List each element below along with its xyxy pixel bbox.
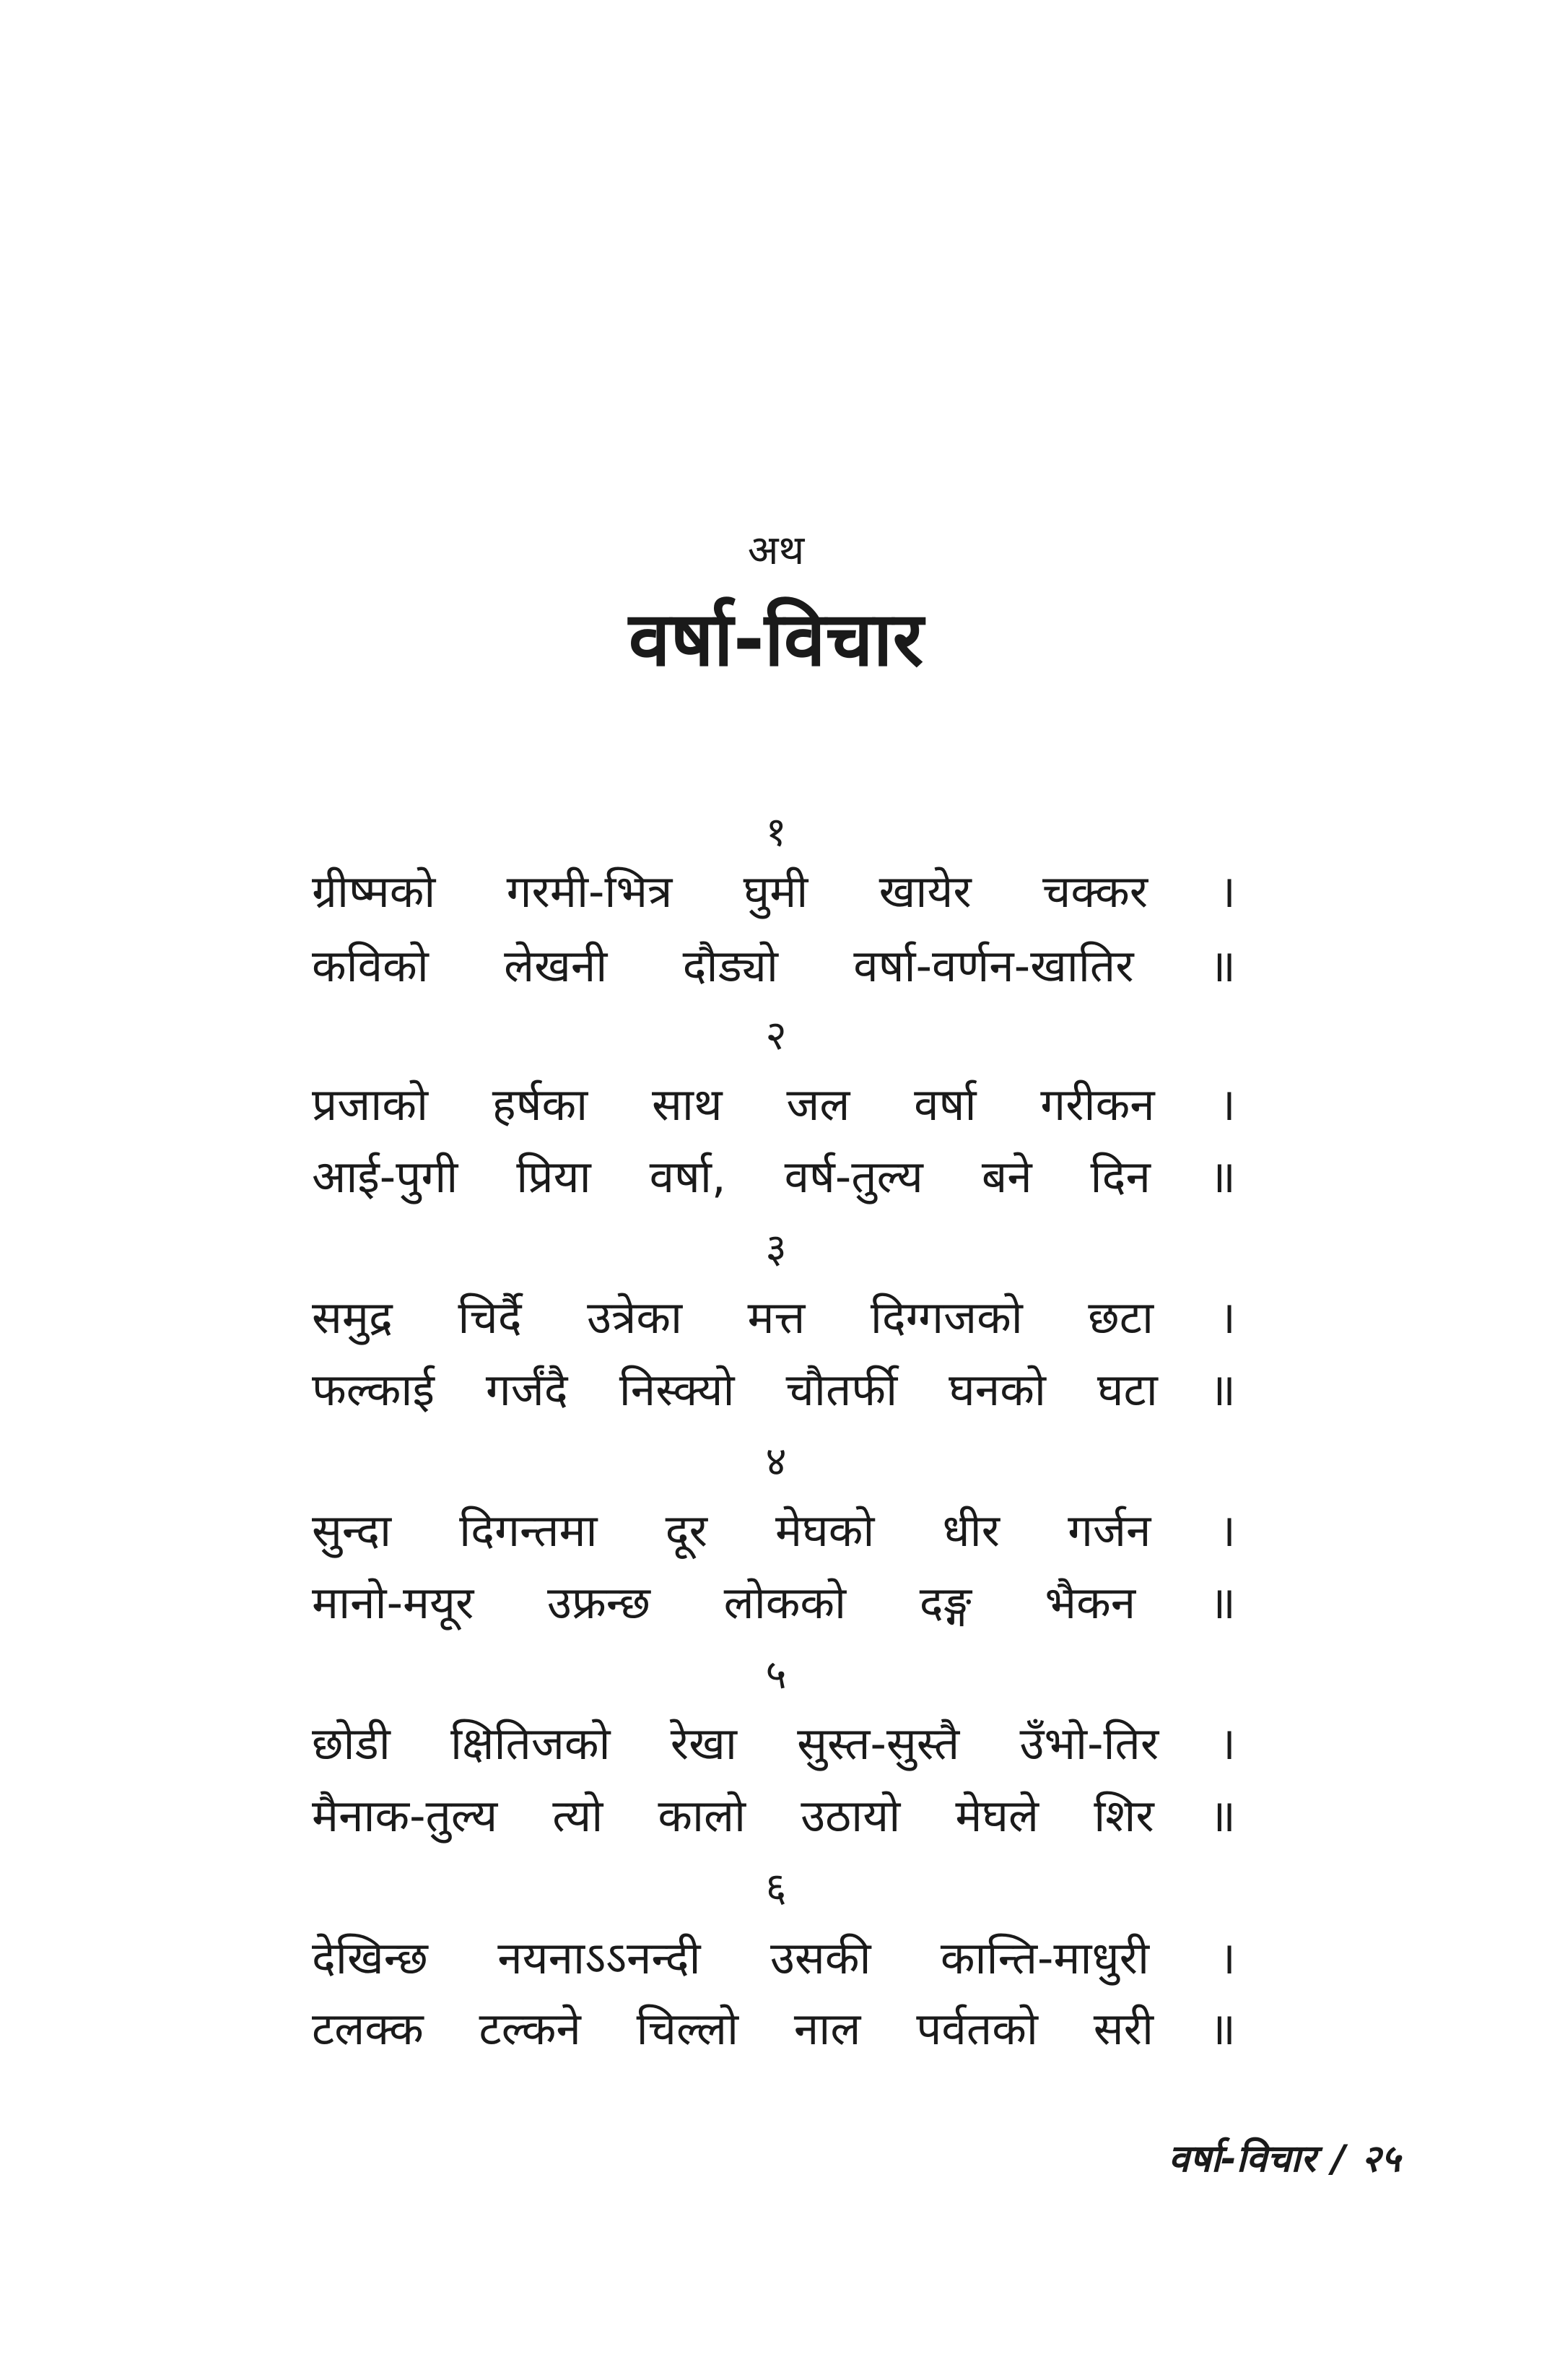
verse-word: ॥ bbox=[1208, 1150, 1236, 1203]
verse-word: पर्वतको bbox=[916, 2002, 1038, 2055]
verse-word: दिग्गजको bbox=[870, 1291, 1023, 1344]
verse-word: चक्कर bbox=[1042, 865, 1148, 918]
verse-word: ॥ bbox=[1208, 2002, 1236, 2055]
pre-title: अथ bbox=[747, 527, 805, 574]
verse-word: । bbox=[1219, 1932, 1236, 1984]
verse-word: छटा bbox=[1088, 1291, 1154, 1344]
verse-word: रेखा bbox=[670, 1717, 737, 1770]
verse-line bbox=[312, 1289, 1236, 1347]
verse-word: उसकी bbox=[770, 1932, 871, 1984]
verse-word: । bbox=[1219, 1717, 1236, 1770]
verse-word: दङ्ग bbox=[919, 1576, 972, 1629]
verse-line bbox=[312, 863, 1236, 921]
verse-word: साथ bbox=[651, 1078, 723, 1131]
verse-word: भैकन bbox=[1045, 1576, 1136, 1629]
verse-number: ४ bbox=[765, 1438, 787, 1485]
verse-word: ॥ bbox=[1208, 1789, 1236, 1842]
verse-line bbox=[312, 1148, 1236, 1206]
chapter-title: वर्षा-विचार bbox=[628, 595, 924, 683]
verse-word: समुद्र bbox=[312, 1291, 393, 1344]
verse-word: वर्षा-वर्णन-खातिर bbox=[853, 939, 1134, 992]
verse-word: गर्जन bbox=[1068, 1504, 1151, 1557]
verse-line bbox=[312, 937, 1236, 995]
verse-word: सरी bbox=[1093, 2002, 1154, 2055]
verse-word: मानो-मयूर bbox=[312, 1576, 474, 1629]
verse-word: उठायो bbox=[801, 1789, 901, 1842]
verse-word: दिगन्तमा bbox=[459, 1504, 598, 1557]
verse-word: टलक्क bbox=[312, 2002, 424, 2055]
verse-word: घटा bbox=[1097, 1363, 1158, 1416]
verse-number: १ bbox=[765, 809, 787, 856]
footer-separator: / bbox=[1331, 2137, 1346, 2181]
verse-word: मैनाक-तुल्य bbox=[312, 1789, 498, 1842]
verse-word: बने bbox=[981, 1150, 1032, 1203]
verse-word: नयनाऽऽनन्दी bbox=[497, 1932, 701, 1984]
verse-word: । bbox=[1219, 1504, 1236, 1557]
verse-number: ६ bbox=[765, 1864, 787, 1911]
verse-word: । bbox=[1219, 1291, 1236, 1344]
verse-word: वर्षा, bbox=[649, 1150, 726, 1203]
verse-word: उत्रेका bbox=[587, 1291, 683, 1344]
verse-word: देखिन्छ bbox=[312, 1932, 428, 1984]
verse-word: मेघको bbox=[775, 1504, 875, 1557]
verse-word: गर्जंदै bbox=[485, 1363, 568, 1416]
verse-word: वर्ष-तुल्य bbox=[784, 1150, 923, 1203]
verse-word: छोडी bbox=[312, 1717, 391, 1770]
verse-word: मत्त bbox=[747, 1291, 806, 1344]
verse-word: जल bbox=[786, 1078, 850, 1131]
verse-word: उफ्रन्छ bbox=[547, 1576, 651, 1629]
verse-word: त्यो bbox=[552, 1789, 603, 1842]
verse-word: कविको bbox=[312, 939, 429, 992]
verse-word: सुस्त-सुस्तै bbox=[797, 1717, 960, 1770]
verse-word: खायेर bbox=[879, 865, 972, 918]
verse-word: ॥ bbox=[1208, 939, 1236, 992]
verse-word: गरीकन bbox=[1040, 1078, 1155, 1131]
verse-word: नाल bbox=[793, 2002, 861, 2055]
page-footer bbox=[1169, 2134, 1400, 2184]
verse-word: दौड्यो bbox=[682, 939, 778, 992]
verse-word: आई-पुगी bbox=[312, 1150, 458, 1203]
verse-word: कालो bbox=[658, 1789, 746, 1842]
verse-word: लेखनी bbox=[504, 939, 608, 992]
verse-word: ग्रीष्मको bbox=[312, 865, 436, 918]
verse-word: घनको bbox=[949, 1363, 1046, 1416]
verse-word: कान्ति-माधुरी bbox=[940, 1932, 1150, 1984]
verse-word: फल्काई bbox=[312, 1363, 435, 1416]
verse-line bbox=[312, 2000, 1236, 2058]
verse-word: लोकको bbox=[723, 1576, 847, 1629]
verse-word: मेघले bbox=[955, 1789, 1039, 1842]
verse-word: हर्षका bbox=[492, 1078, 588, 1131]
verse-word: गरमी-भित्र bbox=[506, 865, 673, 918]
verse-line bbox=[312, 1929, 1236, 1987]
verse-word: दूर bbox=[665, 1504, 707, 1557]
running-title: वर्षा-विचार bbox=[1168, 2137, 1316, 2181]
verse-number: २ bbox=[765, 1012, 787, 1059]
verse-word: । bbox=[1219, 865, 1236, 918]
verse-line bbox=[312, 1715, 1236, 1773]
verse-word: ॥ bbox=[1208, 1363, 1236, 1416]
verse-word: निस्क्यो bbox=[619, 1363, 735, 1416]
verse-word: टल्कने bbox=[479, 2002, 581, 2055]
verse-line bbox=[312, 1361, 1236, 1419]
verse-word: चौतर्फी bbox=[785, 1363, 898, 1416]
verse-word: चिर्दै bbox=[458, 1291, 522, 1344]
verse-word: प्रजाको bbox=[312, 1078, 429, 1131]
verse-word: दिन bbox=[1090, 1150, 1151, 1203]
verse-line bbox=[312, 1574, 1236, 1632]
verse-word: । bbox=[1219, 1078, 1236, 1131]
verse-line bbox=[312, 1502, 1236, 1560]
verse-number: ५ bbox=[765, 1651, 787, 1698]
verse-word: घुमी bbox=[743, 865, 808, 918]
verse-word: सुन्दा bbox=[312, 1504, 392, 1557]
verse-line bbox=[312, 1076, 1236, 1134]
verse-word: क्षितिजको bbox=[450, 1717, 611, 1770]
verse-word: चिल्लो bbox=[636, 2002, 739, 2055]
verse-word: वर्षा bbox=[914, 1078, 977, 1131]
verse-word: धीर bbox=[942, 1504, 1000, 1557]
page-number: २५ bbox=[1361, 2137, 1400, 2181]
verse-line bbox=[312, 1787, 1236, 1845]
verse-number: ३ bbox=[765, 1225, 787, 1272]
verse-word: प्रिया bbox=[516, 1150, 591, 1203]
verse-word: ॥ bbox=[1208, 1576, 1236, 1629]
verse-word: शिर bbox=[1094, 1789, 1154, 1842]
verse-word: उँभो-तिर bbox=[1019, 1717, 1159, 1770]
